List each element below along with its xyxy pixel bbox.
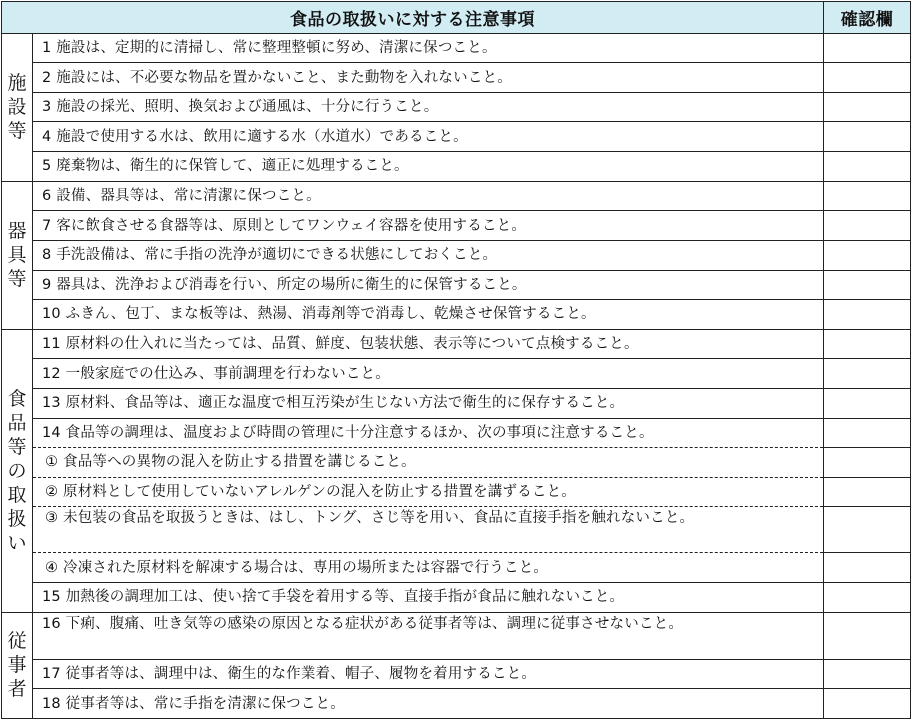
item-15: 15 加熱後の調理加工は、使い捨て手袋を着用する等、直接手指が食品に触れないこと。	[33, 582, 824, 612]
item-17: 17 従事者等は、調理中は、衛生的な作業着、帽子、履物を着用すること。	[33, 659, 824, 689]
table-row	[2, 181, 911, 211]
check-cell-17[interactable]	[824, 659, 911, 689]
table-row	[2, 270, 911, 300]
check-cell-6[interactable]	[824, 181, 911, 211]
category-equipment: 器具等	[2, 181, 33, 329]
check-cell-8[interactable]	[824, 240, 911, 270]
table-row	[2, 582, 911, 612]
check-cell-14-2[interactable]	[824, 477, 911, 507]
item-4: 4 施設で使用する水は、飲用に適する水（水道水）であること。	[33, 122, 824, 152]
table-row	[2, 300, 911, 330]
item-7: 7 客に飲食させる食器等は、原則としてワンウェイ容器を使用すること。	[33, 211, 824, 241]
table-row	[2, 240, 911, 270]
item-12: 12 一般家庭での仕込み、事前調理を行わないこと。	[33, 359, 824, 389]
check-cell-14-3[interactable]	[824, 507, 911, 553]
item-3: 3 施設の採光、照明、換気および通風は、十分に行うこと。	[33, 92, 824, 122]
table-row	[2, 477, 911, 507]
table-row	[2, 659, 911, 689]
table-row	[2, 33, 911, 63]
table-row	[2, 612, 911, 659]
check-cell-5[interactable]	[824, 152, 911, 182]
check-cell-10[interactable]	[824, 300, 911, 330]
table-row	[2, 388, 911, 418]
item-14-sub-4: ④ 冷凍された原材料を解凍する場合は、専用の場所または容器で行うこと。	[33, 553, 824, 583]
check-column-header: 確認欄	[824, 2, 911, 34]
table-row	[2, 92, 911, 122]
category-facilities: 施設等	[2, 33, 33, 181]
category-workers: 従事者	[2, 612, 33, 718]
table-row	[2, 448, 911, 478]
item-14: 14 食品等の調理は、温度および時間の管理に十分注意するほか、次の事項に注意すること。	[33, 418, 824, 448]
checklist-table	[1, 1, 911, 719]
table-row	[2, 359, 911, 389]
item-14-sub-2: ② 原材料として使用していないアレルゲンの混入を防止する措置を講ずること。	[33, 477, 824, 507]
check-cell-18[interactable]	[824, 689, 911, 719]
check-cell-7[interactable]	[824, 211, 911, 241]
check-cell-11[interactable]	[824, 329, 911, 359]
table-title: 食品の取扱いに対する注意事項	[2, 2, 824, 34]
table-row	[2, 418, 911, 448]
item-11: 11 原材料の仕入れに当たっては、品質、鮮度、包装状態、表示等について点検すること。	[33, 329, 824, 359]
check-cell-14-1[interactable]	[824, 448, 911, 478]
item-1: 1 施設は、定期的に清掃し、常に整理整頓に努め、清潔に保つこと。	[33, 33, 824, 63]
item-2: 2 施設には、不必要な物品を置かないこと、また動物を入れないこと。	[33, 63, 824, 93]
table-row	[2, 211, 911, 241]
item-9: 9 器具は、洗浄および消毒を行い、所定の場所に衛生的に保管すること。	[33, 270, 824, 300]
check-cell-16[interactable]	[824, 612, 911, 659]
check-cell-12[interactable]	[824, 359, 911, 389]
item-16: 16 下痢、腹痛、吐き気等の感染の原因となる症状がある従事者等は、調理に従事させないこと。	[33, 612, 824, 659]
check-cell-14-4[interactable]	[824, 553, 911, 583]
check-cell-2[interactable]	[824, 63, 911, 93]
check-cell-9[interactable]	[824, 270, 911, 300]
check-cell-1[interactable]	[824, 33, 911, 63]
item-18: 18 従事者等は、常に手指を清潔に保つこと。	[33, 689, 824, 719]
table-row	[2, 507, 911, 553]
item-14-sub-3: ③ 未包装の食品を取扱うときは、はし、トング、さじ等を用い、食品に直接手指を触れないこと。	[33, 507, 824, 553]
item-10: 10 ふきん、包丁、まな板等は、熱湯、消毒剤等で消毒し、乾燥させ保管すること。	[33, 300, 824, 330]
item-8: 8 手洗設備は、常に手指の洗浄が適切にできる状態にしておくこと。	[33, 240, 824, 270]
item-13: 13 原材料、食品等は、適正な温度で相互汚染が生じない方法で衛生的に保存すること。	[33, 388, 824, 418]
item-5: 5 廃棄物は、衛生的に保管して、適正に処理すること。	[33, 152, 824, 182]
check-cell-13[interactable]	[824, 388, 911, 418]
table-row	[2, 689, 911, 719]
check-cell-14[interactable]	[824, 418, 911, 448]
table-row	[2, 553, 911, 583]
check-cell-4[interactable]	[824, 122, 911, 152]
table-row	[2, 63, 911, 93]
header-row	[2, 2, 911, 34]
table-row	[2, 329, 911, 359]
table-row	[2, 152, 911, 182]
category-food-handling: 食品等の取扱い	[2, 329, 33, 612]
item-6: 6 設備、器具等は、常に清潔に保つこと。	[33, 181, 824, 211]
check-cell-3[interactable]	[824, 92, 911, 122]
check-cell-15[interactable]	[824, 582, 911, 612]
table-row	[2, 122, 911, 152]
item-14-sub-1: ① 食品等への異物の混入を防止する措置を講じること。	[33, 448, 824, 478]
